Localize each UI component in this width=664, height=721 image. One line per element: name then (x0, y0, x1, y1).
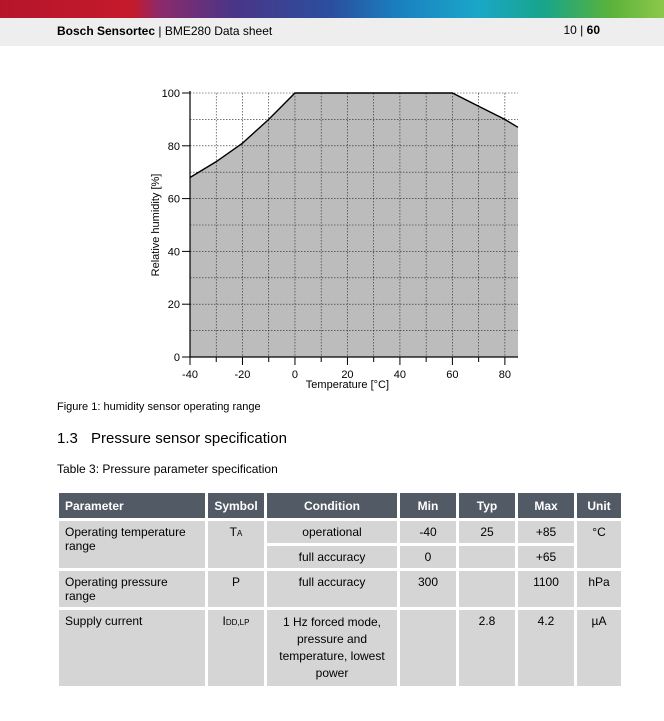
typ-operational: 25 (459, 521, 515, 543)
y-tick-label: 0 (173, 352, 180, 364)
max-current: 4.2 (518, 610, 574, 686)
header-max: Max (518, 493, 574, 518)
x-tick-label: -20 (234, 369, 251, 381)
y-tick-label: 100 (161, 88, 180, 100)
unit-pressure: hPa (577, 571, 621, 607)
x-tick-label: 40 (393, 369, 407, 381)
section-number: 1.3 (57, 430, 78, 447)
table-row (59, 521, 621, 543)
symbol-main: T (229, 525, 237, 539)
typ-pressure (459, 571, 515, 607)
page-header (0, 18, 664, 46)
symbol-p: P (208, 571, 264, 607)
symbol-sub: A (237, 529, 243, 538)
current-page: 10 (563, 23, 577, 37)
header-symbol: Symbol (208, 493, 264, 518)
max-operational: +85 (518, 521, 574, 543)
typ-full-accuracy (459, 546, 515, 568)
y-tick-label: 20 (167, 299, 180, 312)
param-operating-temperature: Operating temperature range (59, 521, 205, 568)
min-current (400, 610, 456, 686)
typ-current: 2.8 (459, 610, 515, 686)
condition-current: 1 Hz forced mode, pressure and temperature, lowest power (267, 610, 397, 686)
brand-color-bar (0, 0, 664, 18)
y-tick-label: 40 (167, 246, 180, 259)
max-full-accuracy: +65 (518, 546, 574, 568)
table-row (59, 571, 621, 607)
symbol-main: I (222, 614, 226, 628)
header-title: Bosch Sensortec | BME280 Data sheet (57, 24, 273, 38)
header-min: Min (400, 493, 456, 518)
x-tick-label: 0 (291, 369, 299, 381)
y-tick-label: 80 (167, 140, 180, 153)
condition-pressure: full accuracy (267, 571, 397, 607)
table-row (59, 610, 621, 686)
x-tick-label: -40 (182, 369, 198, 381)
x-tick-label: 60 (446, 369, 459, 381)
unit-temperature: °C (577, 521, 621, 568)
table-caption: Table 3: Pressure parameter specification (57, 462, 278, 476)
unit-current: µA (577, 610, 621, 686)
header-parameter: Parameter (59, 493, 205, 518)
figure-caption: Figure 1: humidity sensor operating range (57, 401, 261, 413)
header-condition: Condition (267, 493, 397, 518)
humidity-range-chart (140, 80, 540, 400)
x-axis-label: Temperature [°C] (305, 379, 390, 391)
condition-full-accuracy: full accuracy (267, 546, 397, 568)
y-axis-label: Relative humidity [%] (150, 173, 162, 277)
page-number: 10 | 60 (563, 23, 600, 37)
param-supply-current: Supply current (59, 610, 205, 686)
section-title: Pressure sensor specification (91, 430, 287, 447)
min-full-accuracy: 0 (400, 546, 456, 568)
min-operational: -40 (400, 521, 456, 543)
condition-operational: operational (267, 521, 397, 543)
header-unit: Unit (577, 493, 621, 518)
x-tick-label: 80 (498, 369, 512, 381)
pressure-spec-table (56, 490, 624, 689)
brand-name: Bosch Sensortec (57, 24, 156, 38)
y-tick-label: 60 (167, 193, 180, 206)
symbol-idd (208, 610, 264, 686)
total-pages: 60 (586, 23, 600, 37)
x-tick-label: 20 (341, 369, 354, 381)
param-operating-pressure: Operating pressure range (59, 571, 205, 607)
section-heading (57, 430, 287, 447)
header-typ: Typ (459, 493, 515, 518)
max-pressure: 1100 (518, 571, 574, 607)
table-header-row (59, 493, 621, 518)
min-pressure: 300 (400, 571, 456, 607)
symbol-ta (208, 521, 264, 568)
symbol-sub: DD,LP (225, 618, 250, 627)
doc-name: BME280 Data sheet (164, 24, 273, 38)
